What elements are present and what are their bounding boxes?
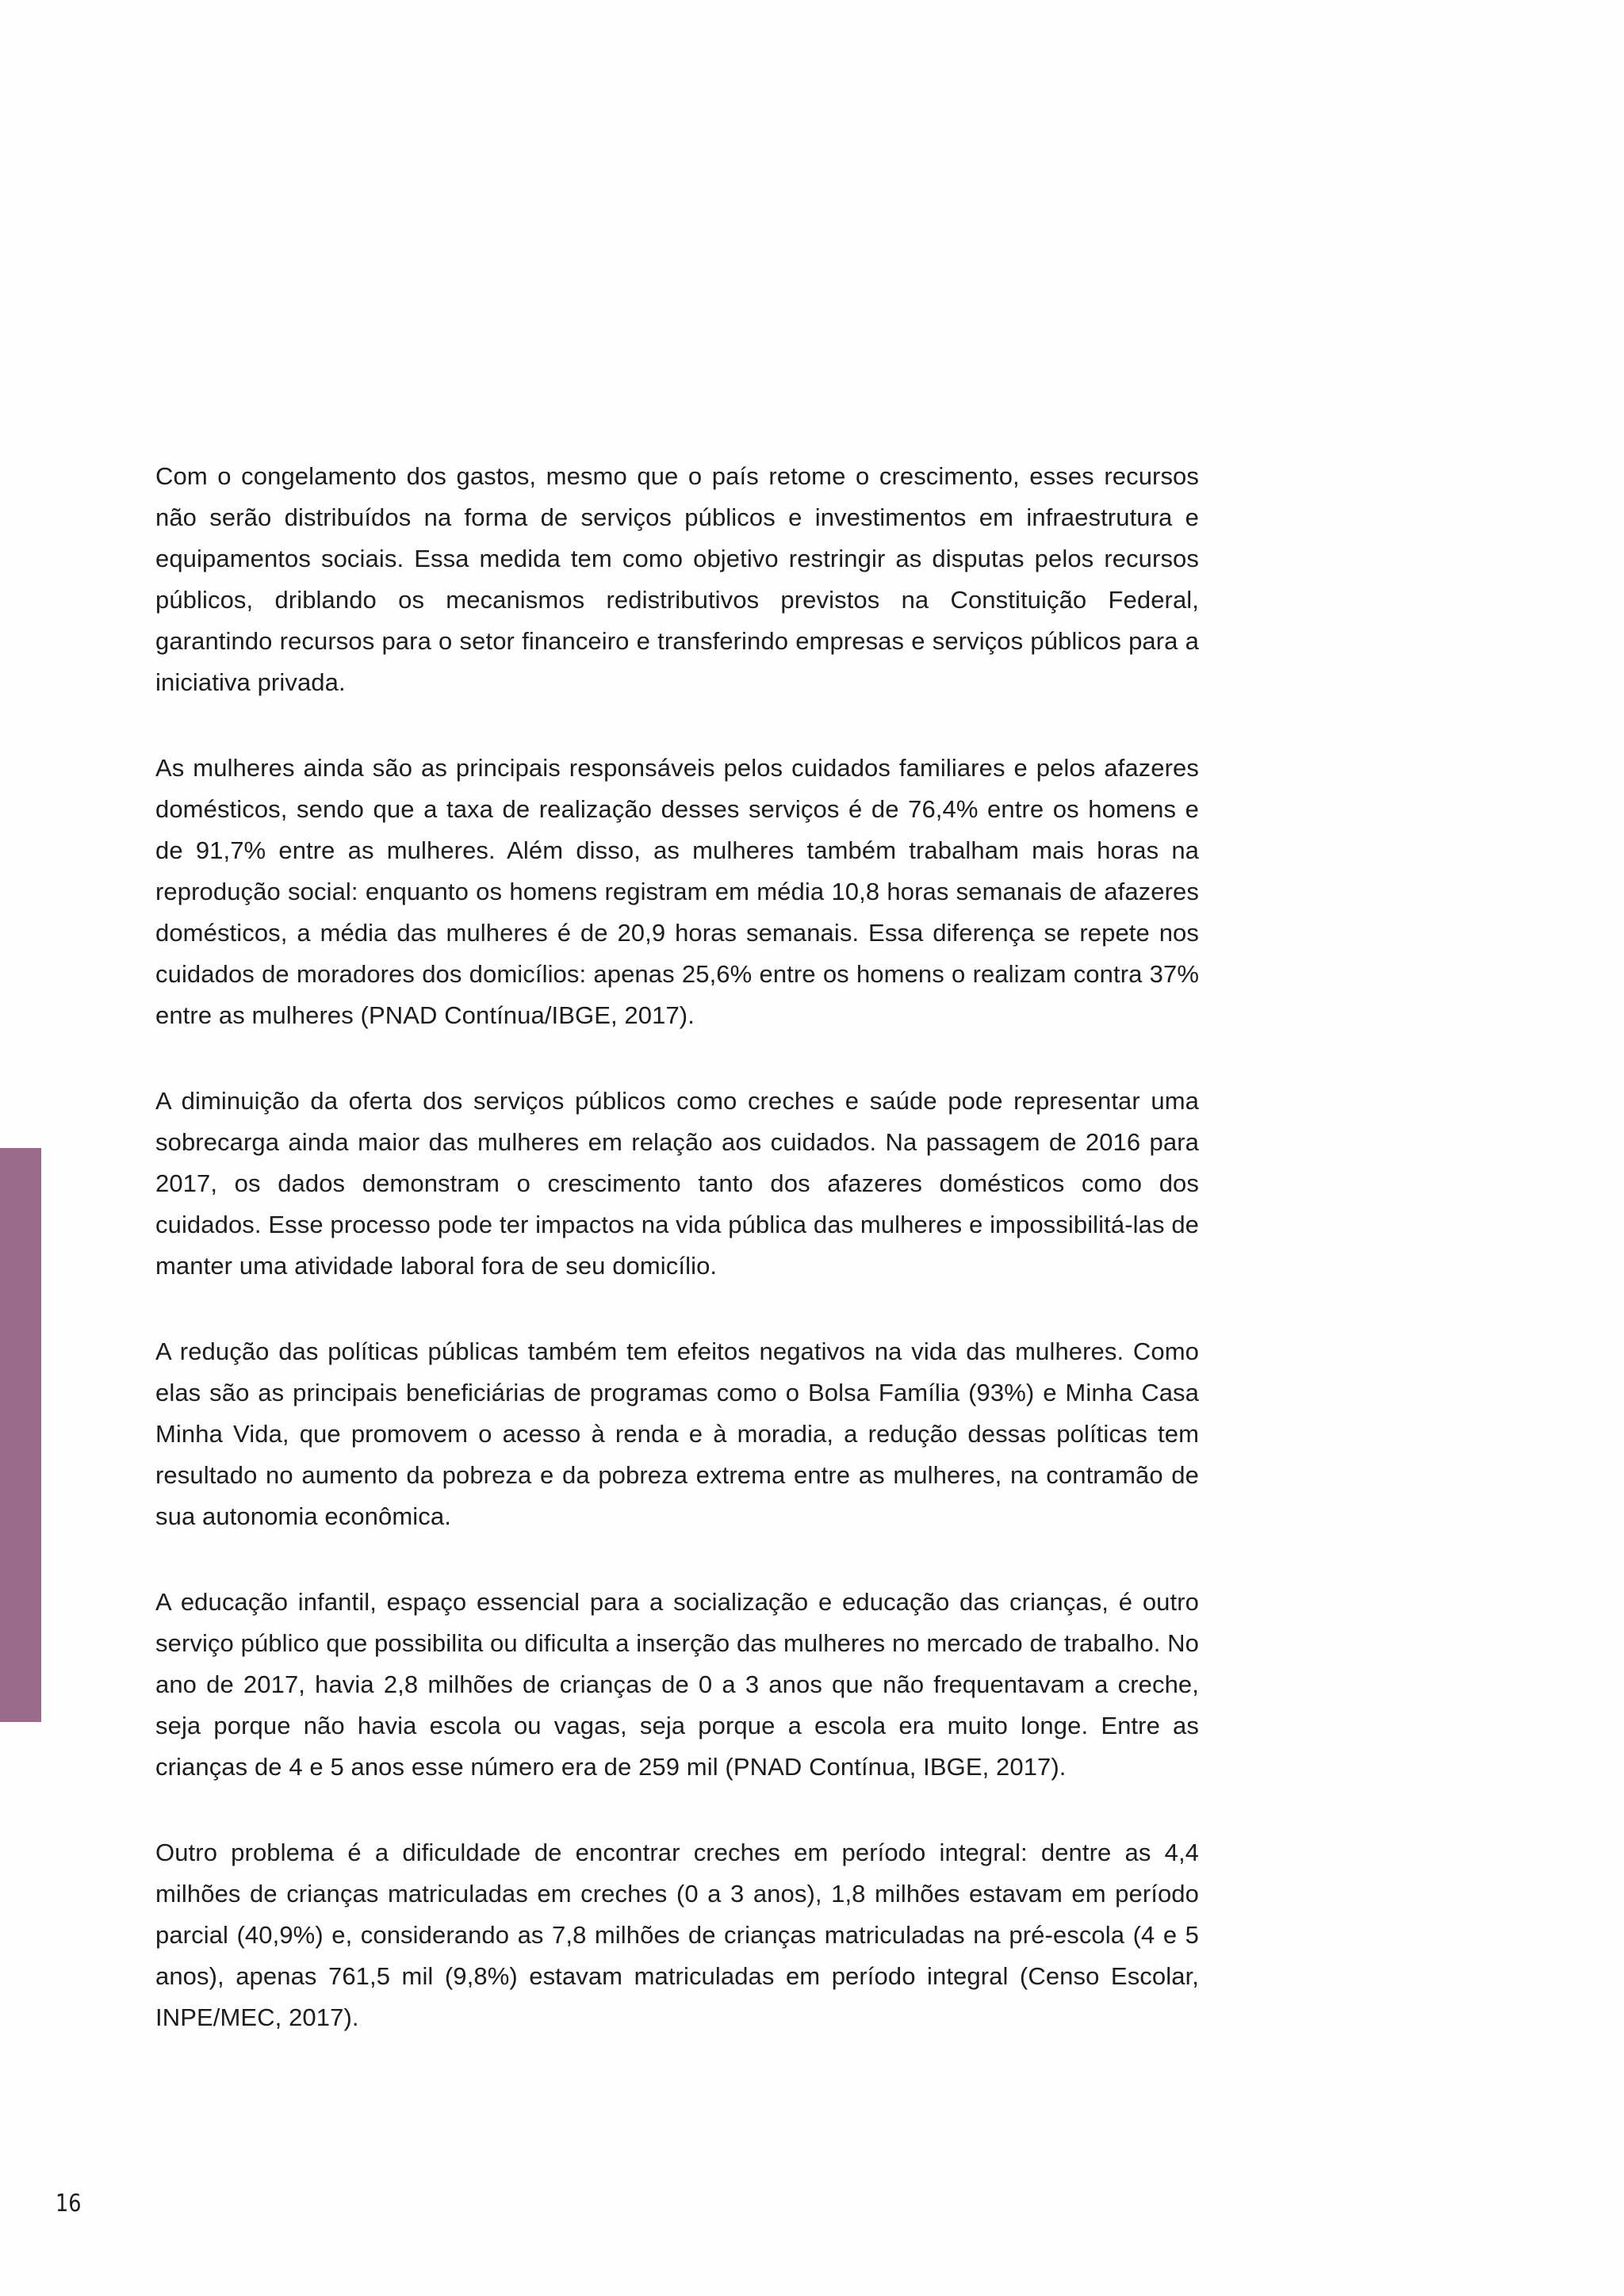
paragraph-3: A diminuição da oferta dos serviços públicos como creches e saúde pode representar uma sobrecarga ainda maior das mulheres em relação aos cuidados. Na passagem de 2016 para 2017, os dados demonstram o crescimento tanto dos afazeres domésticos como dos cuidados. Esse processo pode ter impactos na vida pública das mulheres e impossibilitá-las de manter uma atividade laboral fora de seu domicílio. [155,1087,1199,1280]
paragraph-4: A redução das políticas públicas também tem efeitos negativos na vida das mulheres. Como elas são as principais beneficiárias de programas como o Bolsa Família (93%) e Minha Casa Minha Vida, que promovem o acesso à renda e à moradia, a redução dessas políticas tem resultado no aumento da pobreza e da pobreza extrema entre as mulheres, na contramão de sua autonomia econômica. [155,1337,1199,1530]
document-body [155,456,1199,2083]
paragraph-2: As mulheres ainda são as principais responsáveis pelos cuidados familiares e pelos afazeres domésticos, sendo que a taxa de realização desses serviços é de 76,4% entre os homens e de 91,7% entre as mulheres. Além disso, as mulheres também trabalham mais horas na reprodução social: enquanto os homens registram em média 10,8 horas semanais de afazeres domésticos, a média das mulheres é de 20,9 horas semanais. Essa diferença se repete nos cuidados de moradores dos domicílios: apenas 25,6% entre os homens o realizam contra 37% entre as mulheres (PNAD Contínua/IBGE, 2017). [155,754,1199,1029]
paragraph-5: A educação infantil, espaço essencial para a socialização e educação das crianças, é outro serviço público que possibilita ou dificulta a inserção das mulheres no mercado de trabalho. No ano de 2017, havia 2,8 milhões de crianças de 0 a 3 anos que não frequentavam a creche, seja porque não havia escola ou vagas, seja porque a escola era muito longe. Entre as crianças de 4 e 5 anos esse número era de 259 mil (PNAD Contínua, IBGE, 2017). [155,1588,1199,1781]
page-number: 16 [56,2190,82,2218]
side-color-tab [0,1148,41,1722]
paragraph-6: Outro problema é a dificuldade de encontrar creches em período integral: dentre as 4,4 milhões de crianças matriculadas em creches (0 a 3 anos), 1,8 milhões estavam em período parcial (40,9%) e, considerando as 7,8 milhões de crianças matriculadas na pré-escola (4 e 5 anos), apenas 761,5 mil (9,8%) estavam matriculadas em período integral (Censo Escolar, INPE/MEC, 2017). [155,1839,1199,2031]
paragraph-1: Com o congelamento dos gastos, mesmo que o país retome o crescimento, esses recursos não serão distribuídos na forma de serviços públicos e investimentos em infraestrutura e equipamentos sociais. Essa medida tem como objetivo restringir as disputas pelos recursos públicos, driblando os mecanismos redistributivos previstos na Constituição Federal, garantindo recursos para o setor financeiro e transferindo empresas e serviços públicos para a iniciativa privada. [155,462,1199,696]
